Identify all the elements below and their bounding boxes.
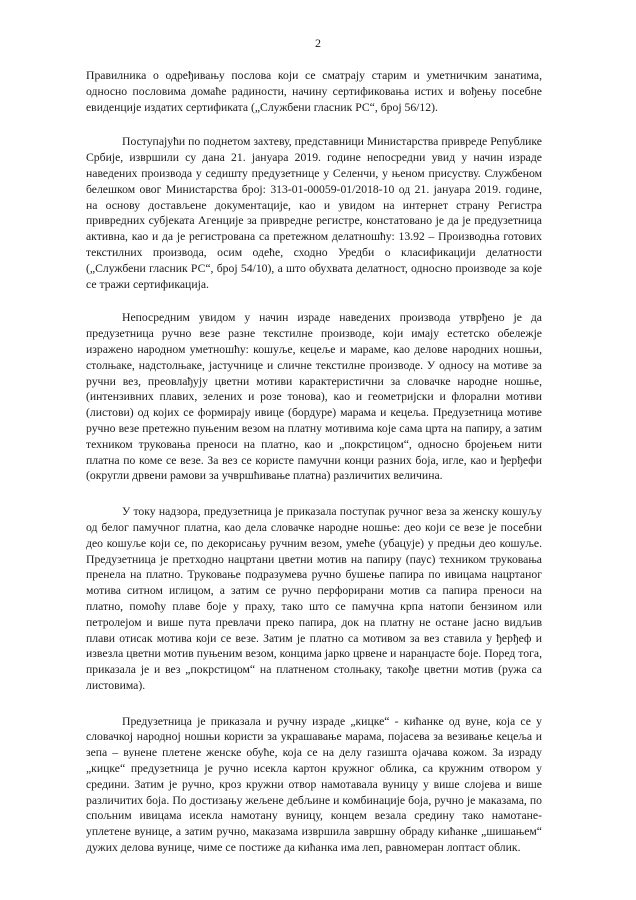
paragraph: Правилника о одређивању послова који се сматрају старим и уметничким занатима, односно пословима домаће радиности, начину сертификовања истих и вођењу посебне евиденције издатих сертификата („Службени гласник РС“, број 56/12). — [86, 69, 542, 114]
paragraph: Непосредним увидом у начин израде наведених производа утврђено је да предузетница ручно везе разне текстилне производе, који имају естетско обележје изражено народном уметношћу: кошуље, кецеље и мараме, као делове народних ношњи, столњаке, надстолњаке, јастучнице и сличне текстилне производе. У односу на мотиве за ручни вез, преовлађују цветни мотиви карактеристични за словачке народне ношње, (интензивних плавих, зелених и розе тонова), као и геометријски и флорални мотиви (листови) од којих се формирају ивице (бордуре) марама и кецеља. Предузетница мотиве ручно везе претежно пуњеним везом на платну мотивима које сама црта на папиру, а затим техником труковања преноси на платно, као и „покрстицом“, односно бројењем нити платна по коме се везе. За вез се користе памучни конци разних боја, игле, као и ђерђефи (округли дрвени рамови за учвршћивање платна) различитих величина. — [86, 311, 542, 483]
page-number: 2 — [315, 36, 321, 50]
paragraph: Предузетница је приказала и ручну израде „кицке“ - кићанке од вуне, која се у словачкој народној ношњи користи за украшавање марама, појасева за везивање кецеља и зепа – вунене плетене женске обуће, која се на делу газишта ојачава кожом. За израду „кицке“ предузетница је ручно исекла картон кружног облика, са кружним отвором у средини. Затим је ручно, кроз кружни отвор намотавала вуницу у више слојева и више различитих боја. По достизању жељене дебљине и комбинације боја, ручно је маказама, по спољним ивицама исекла намотану вуницу, концем везала средину тако намотане-уплетене вунице, а затим ручно, маказама извршила завршну обраду кићанке „шишањем“ дужих делова вунице, чиме се постиже да кићанка има леп, равномеран лоптаст облик. — [86, 714, 542, 855]
paragraph: У току надзора, предузетница је приказала поступак ручног веза за женску кошуљу од белог памучног платна, као дела словачке народне ношње: део који се везе је посебни део кошуље који се, по декорисању ручним везом, умеће (убацује) у предњи део кошуље. Предузетница је претходно нацртани цветни мотив на папиру (паус) техником труковања пренела на платно. Труковање подразумева ручно бушење папира по ивицама нацртаног мотива ситном иглицом, а затим се ручно перфорирани мотив са папира преноси на платно, помоћу плаве боје у праху, тако што се памучна крпа натопи бензином или петролејом и више пута превлачи преко папира, док на платну не остане јасно видљив плави отисак мотива који се везе. Затим је платно са мотивом за вез ставила у ђерђеф и извезла цветни мотив пуњеним везом, концима јарко црвене и наранџасте боје. Поред тога, приказала је и вез „покрстицом“ на платненом столњаку, такође цветни мотив (ружа са листовима). — [86, 505, 542, 692]
paragraph: Поступајући по поднетом захтеву, представници Министарства привреде Републике Србије, извршили су дана 21. јануара 2019. године непосредни увид у начин израде наведених производа у седишту предузетнице у Селенчи, у њеном присуству. Службеном белешком овог Министарства број: 313-01-00059-01/2018-10 од 21. јануара 2019. године, на основу достављене документације, као и увидом на интернет страну Регистра привредних субјеката Агенције за привредне регистре, констатовано је да је предузетница активна, као и да је регистрована са претежном делатношћу: 13.92 – Производња готових текстилних производа, осим одеће, сходно Уредби о класификацији делатности („Службени гласник РС“, број 54/10), а што обухвата делатност, односно производе за које се тражи сертификација. — [86, 135, 542, 291]
document-body — [86, 68, 542, 875]
